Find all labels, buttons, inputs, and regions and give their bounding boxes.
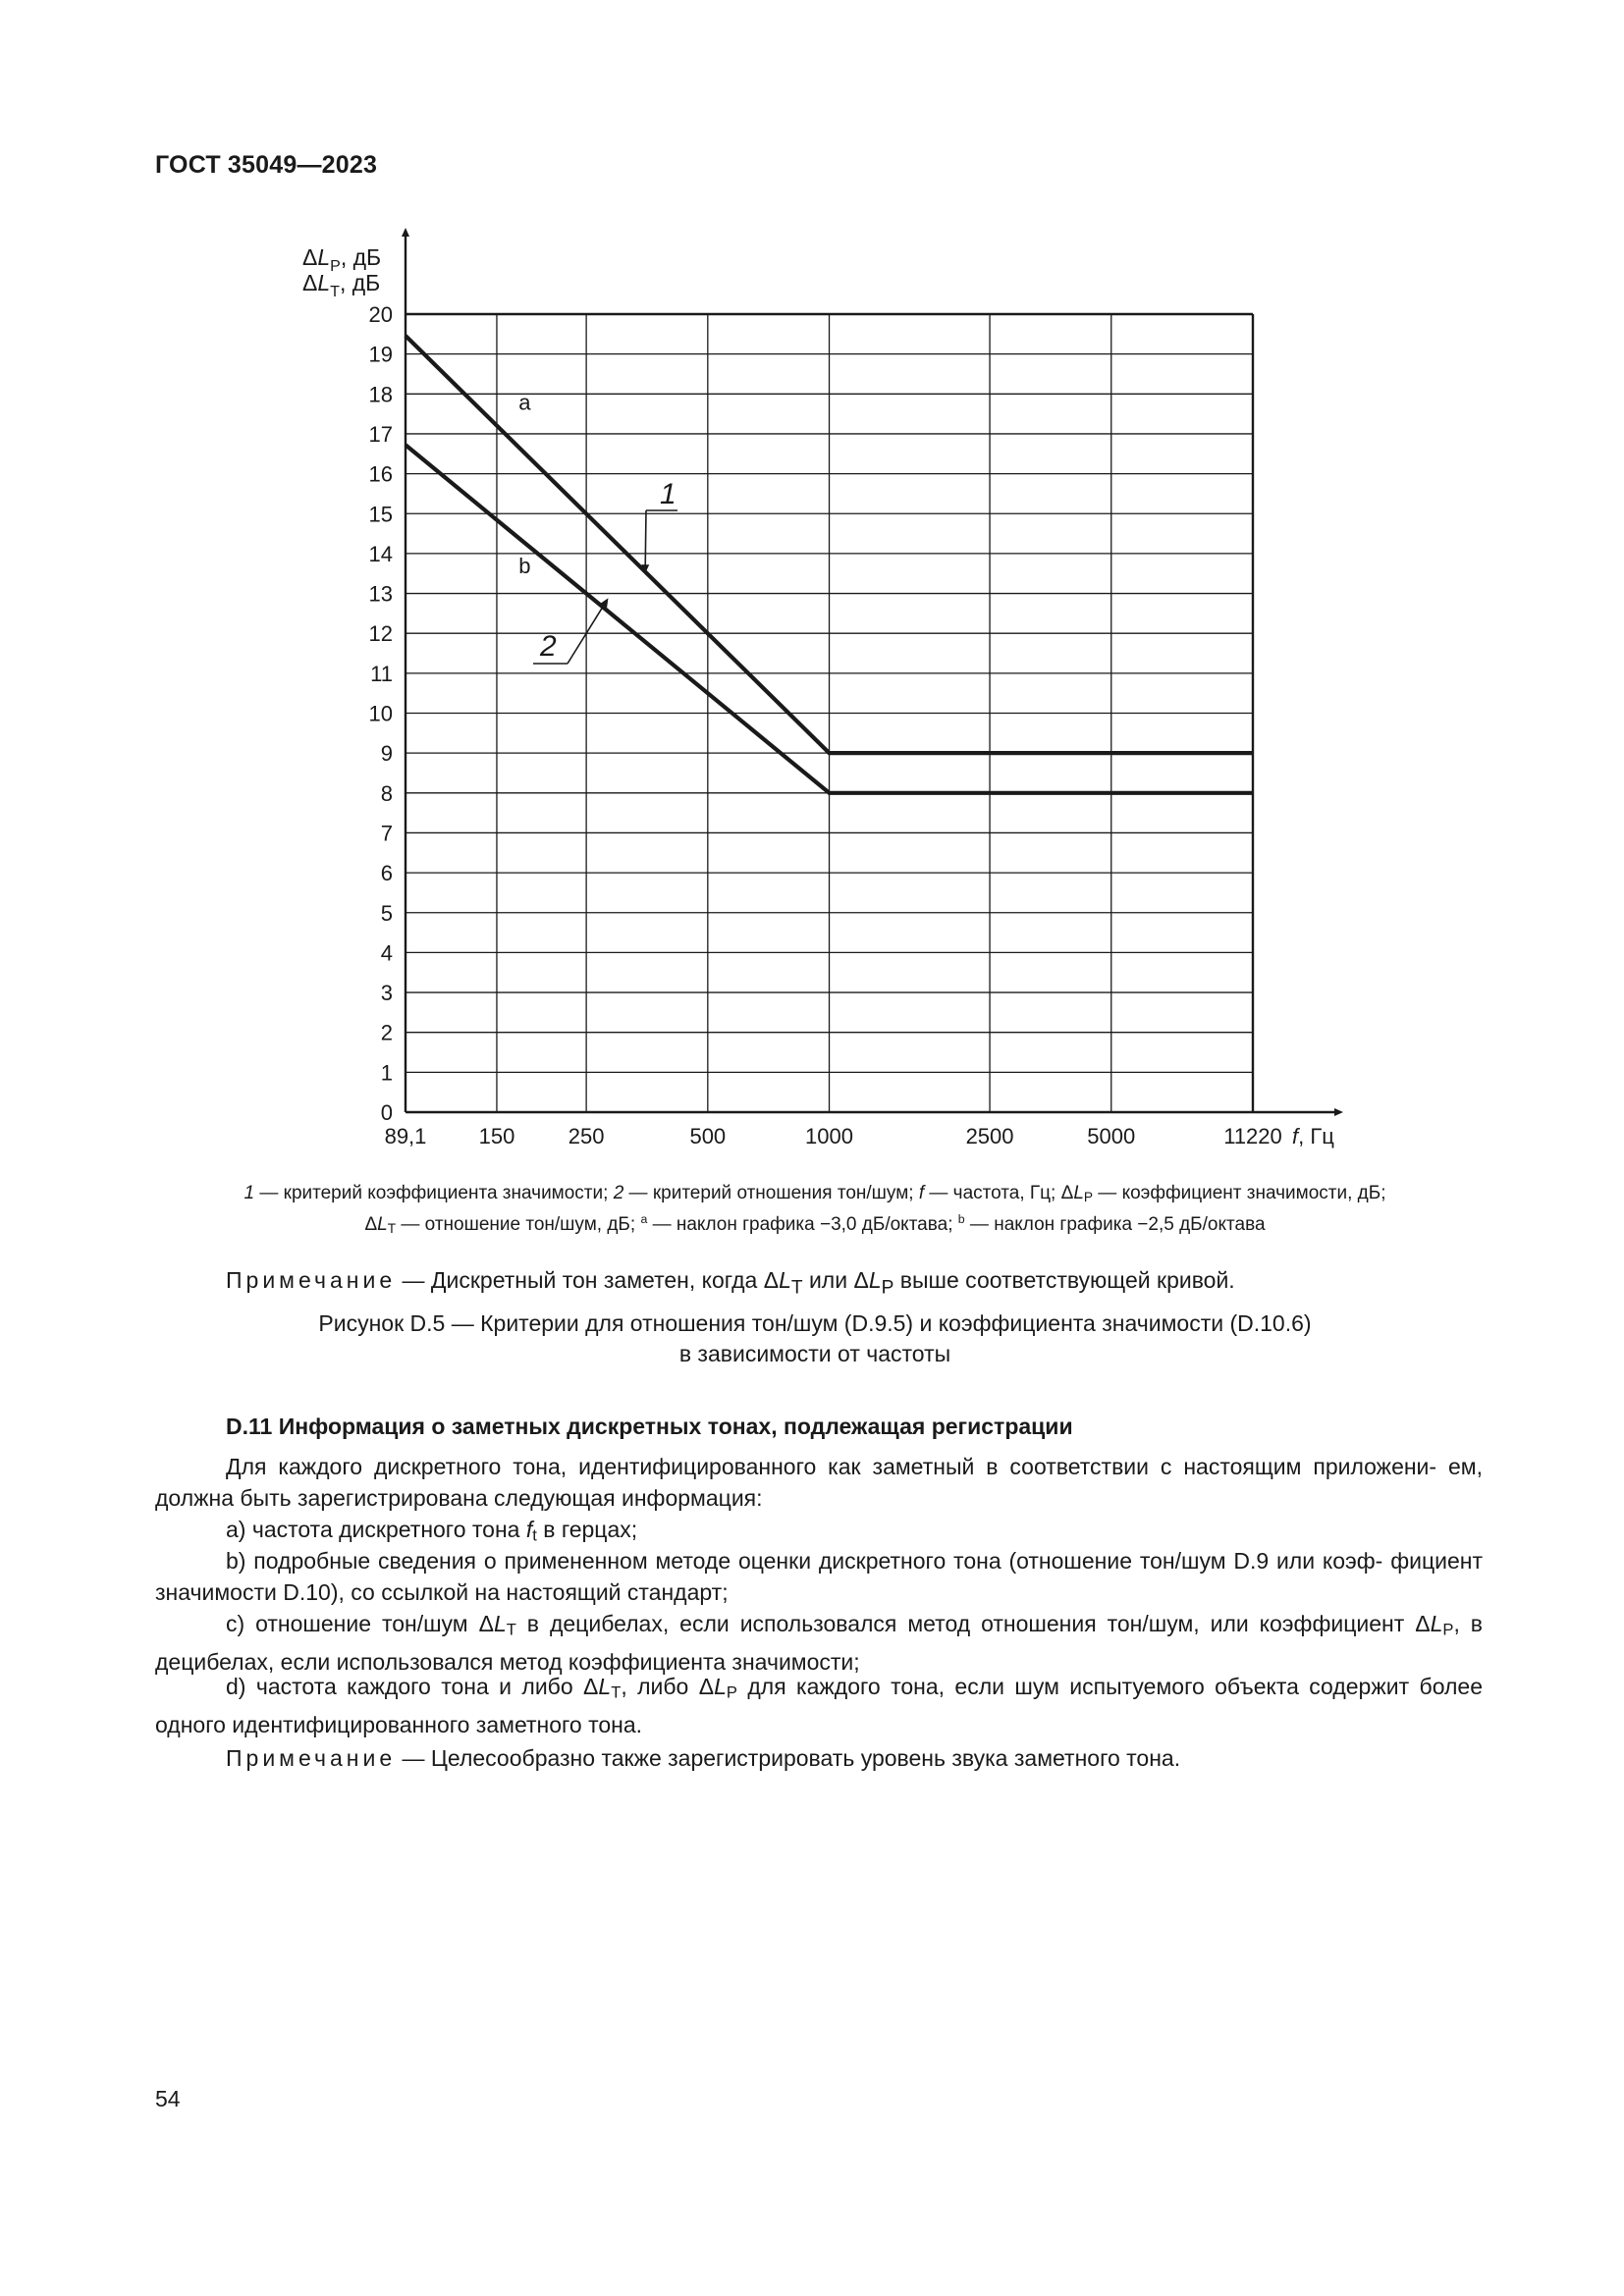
curve-1-label: 1 [660,478,677,510]
document-header: ГОСТ 35049—2023 [155,151,378,179]
x-axis-label: f, Гц [1292,1124,1334,1148]
page-number: 54 [155,2086,181,2111]
y-tick-label: 13 [368,581,393,607]
y-tick-label: 17 [368,421,393,447]
list-item-b: b) подробные сведения о примененном методе оценки дискретного тона (отношение тон/шум D.9 или коэф- фициент значимости D.10), со ссылкой на настоящий стандарт; [155,1548,1484,1605]
y-tick-label: 10 [368,701,393,726]
figure-caption-line-2: в зависимости от частоты [678,1341,951,1366]
x-tick-label: 1000 [805,1124,854,1148]
x-tick-label: 500 [689,1124,727,1148]
curve-1-leader [645,510,646,569]
x-tick-label: 11220 [1223,1124,1282,1148]
y-tick-label: 3 [380,981,393,1006]
figure-note: Примечание — Дискретный тон заметен, когда $\Delta L_T$ или $\Delta L_P$ выше соответствующей кривой. [226,1267,1235,1299]
y-tick-label: 20 [368,302,393,327]
figure-caption-line-1: Рисунок D.5 — Критерии для отношения тон/шум (D.9.5) и коэффициента значимости (D.10.6) [318,1310,1312,1336]
y-tick-label: 12 [368,621,393,647]
grid [406,314,1253,1112]
slope-annotation-b: b [518,554,531,579]
list-item-c: с) отношение тон/шум $\Delta L_T$ в децибелах, если использовался метод отношения тон/шум, или коэффициент $\Delta L_P$, в децибелах, если использовался метод коэффициента значимости; [155,1611,1483,1675]
y-tick-label: 15 [368,502,393,527]
x-tick-label: 5000 [1087,1124,1136,1148]
y-tick-label: 18 [368,382,393,407]
x-tick-label: 2500 [965,1124,1014,1148]
y-tick-label: 8 [380,780,393,806]
y-tick-label: 2 [380,1020,393,1045]
y-tick-label: 6 [380,861,393,886]
list-item-a: а) частота дискретного тона $f_t$ в герцах; [226,1517,638,1545]
y-tick-label: 9 [380,741,393,767]
axis-labels [302,244,1334,1148]
slope-annotation-a: a [518,390,531,415]
y-tick-label: 19 [368,342,393,367]
y-axis-label-line-1: $\Delta L_P$, дБ [302,244,382,275]
y-tick-label: 4 [380,940,393,966]
y-tick-label: 5 [380,900,393,926]
list-item-d: d) частота каждого тона и либо $\Delta L_T$, либо $\Delta L_P$ для каждого тона, если шум испытуемого объекта содержит более одного идентифицированного заметного тона. [155,1674,1483,1737]
x-tick-label: 89,1 [384,1124,427,1148]
y-tick-label: 16 [368,461,393,487]
section-note: Примечание — Целесообразно также зарегистрировать уровень звука заметного тона. [226,1745,1181,1771]
y-tick-label: 7 [380,821,393,846]
curve-2-label: 2 [540,630,557,663]
intro-paragraph: Для каждого дискретного тона, идентифицированного как заметный в соответствии с настоящим приложени- ем, должна быть зарегистрирована следующая информация: [155,1454,1484,1511]
y-tick-label: 0 [380,1100,393,1125]
y-tick-label: 14 [368,541,393,566]
y-tick-label: 11 [370,661,393,686]
figure-legend-line-1: 1 — критерий коэффициента значимости; 2 — критерий отношения тон/шум; f — частота, Гц; $\Delta L_P$ — коэффициент значимости, дБ; [244,1183,1386,1204]
section-title: D.11 Информация о заметных дискретных тонах, подлежащая регистрации [226,1414,1073,1439]
y-tick-label: 1 [380,1060,393,1086]
x-tick-label: 250 [568,1124,605,1148]
x-tick-labels [385,1124,1282,1148]
figure-caption [147,1308,1483,1369]
axes [406,232,1339,1112]
y-axis-label-line-2: $\Delta L_T$, дБ [302,270,381,300]
x-tick-label: 150 [478,1124,515,1148]
y-tick-labels [369,302,393,1125]
figure-legend-line-2: $\Delta L_T$ — отношение тон/шум, дБ; $^а$ — наклон графика −3,0 дБ/октава; $^b$ — наклон графика −2,5 дБ/октава [364,1212,1266,1236]
